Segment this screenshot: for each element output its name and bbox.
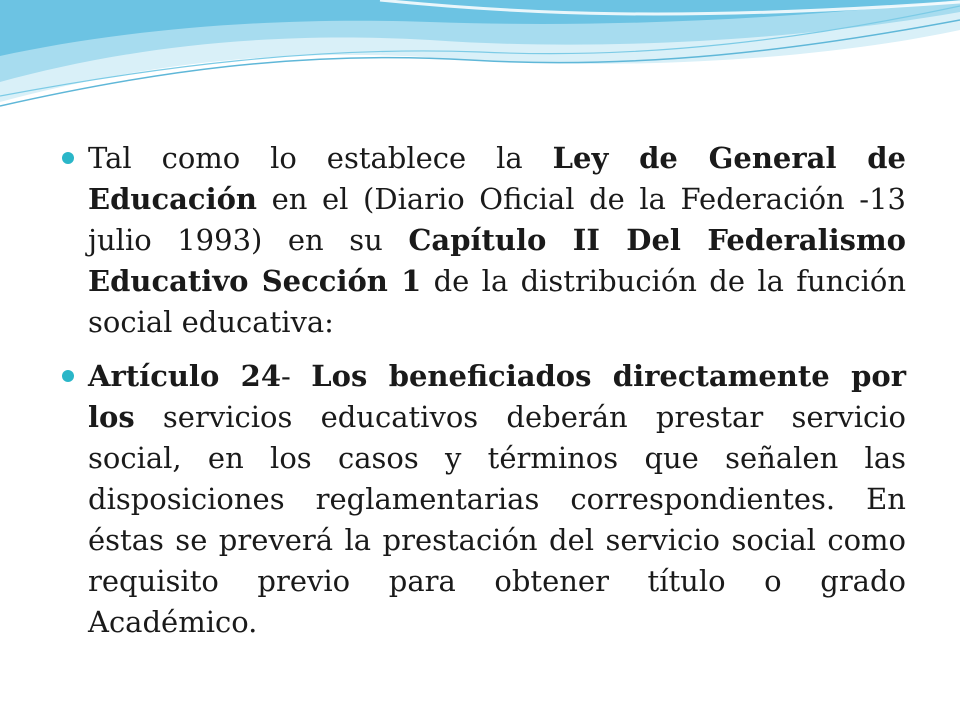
header-waves-decoration [0, 0, 960, 120]
bullet-dot-icon [62, 152, 74, 164]
bullet-dot-icon [62, 370, 74, 382]
bullet-ley-general [62, 138, 906, 343]
bullet-2-text-2: servicios educativos deberán prestar servicio social, en los casos y términos que señalen las disposiciones reglamentarias correspondientes. En éstas se preverá la prestación del servicio social como requisito previo para obtener título o grado Académico. [88, 400, 906, 639]
bullet-2-bold-1: Artículo 24 [88, 359, 281, 393]
bullet-1-text-1: Tal como lo establece la [88, 141, 553, 175]
bullet-1-text-2: en el (Diario Oficial de la Federación -13 julio 1993) en su [88, 182, 906, 257]
bullet-articulo-24 [62, 356, 906, 643]
bullet-1-bold-1: Ley de General de Educación [88, 141, 906, 216]
bullet-2-text-1: - [281, 359, 312, 393]
bullet-1-bold-2: Capítulo II Del Federalismo Educativo Sección 1 [88, 223, 906, 298]
bullet-2-bold-2: Los beneficiados directamente por los [88, 359, 906, 434]
slide-content [62, 138, 906, 656]
bullet-1-text-3: de la distribución de la función social educativa: [88, 264, 906, 339]
